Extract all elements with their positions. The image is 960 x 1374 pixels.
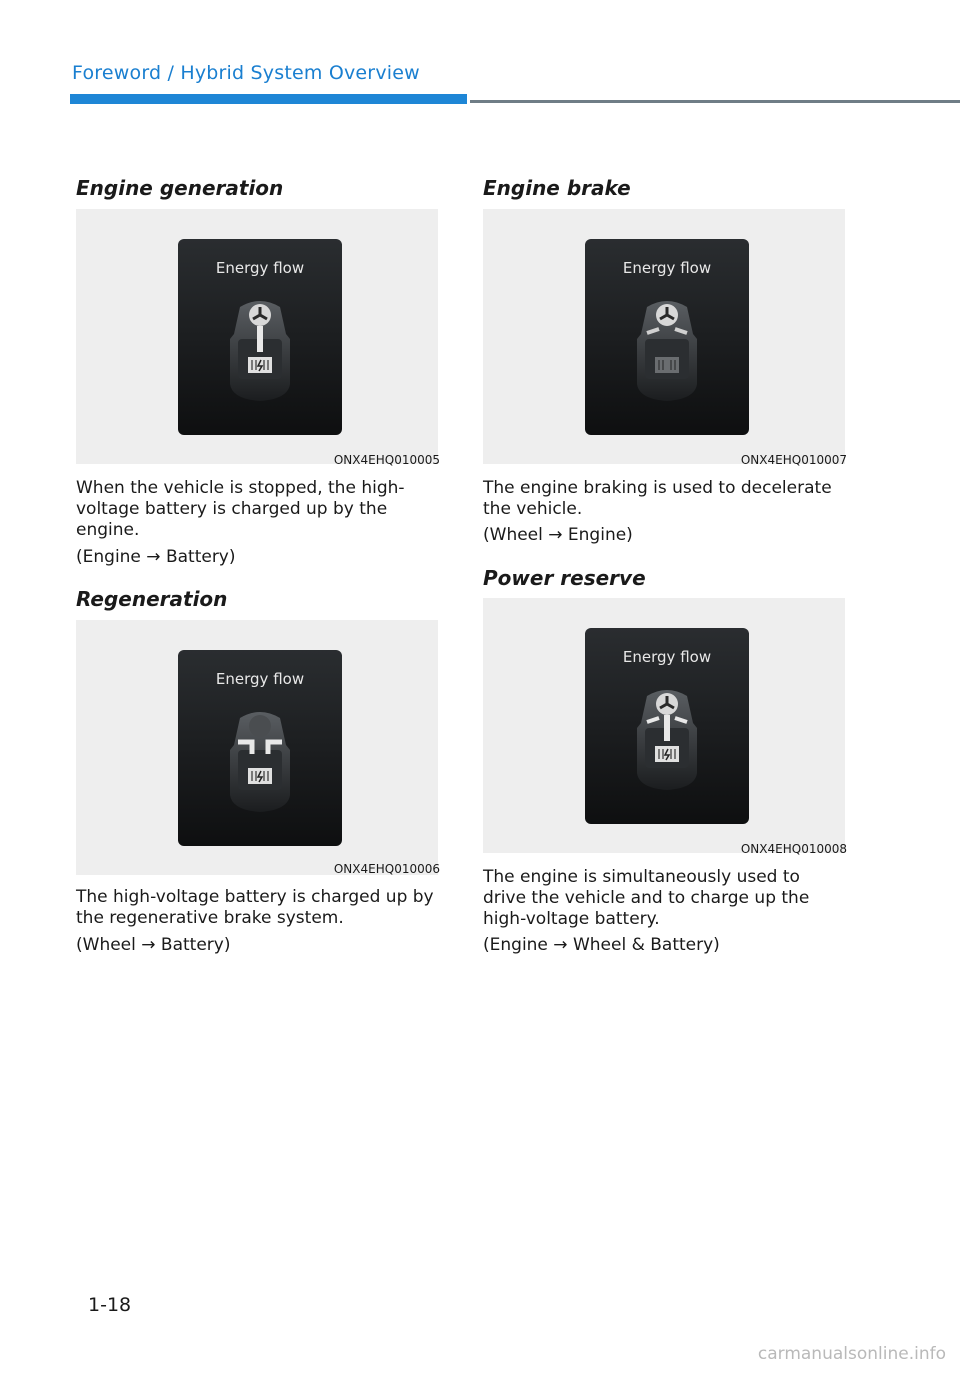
header-rule [470, 100, 960, 103]
figure-code: ONX4EHQ010006 [333, 862, 440, 876]
energy-flow-screen [585, 239, 749, 435]
energy-flow-screen [585, 628, 749, 824]
figure-power-reserve [483, 598, 845, 853]
screen-title: Energy flow [622, 648, 712, 666]
figure-regeneration [76, 620, 438, 875]
screen-title: Energy flow [622, 259, 712, 277]
energy-flow-path: (Wheel → Engine) [483, 525, 633, 545]
figure-code: ONX4EHQ010008 [740, 842, 847, 856]
figure-engine-brake [483, 209, 845, 464]
car-energy-flow-icon [585, 239, 749, 435]
figure-code: ONX4EHQ010007 [740, 453, 847, 467]
energy-flow-path: (Engine → Wheel & Battery) [483, 935, 720, 955]
car-energy-flow-icon [585, 628, 749, 824]
section-title-engine-generation: Engine generation [76, 176, 284, 200]
section-body-text: When the vehicle is stopped, the high-voltage battery is charged up by the engine. [76, 478, 405, 540]
section-title-engine-brake: Engine brake [483, 176, 631, 200]
screen-title: Energy flow [215, 259, 305, 277]
energy-flow-screen [178, 650, 342, 846]
watermark: carmanualsonline.info [757, 1344, 946, 1364]
header-title: Foreword / Hybrid System Overview [72, 62, 420, 84]
section-body-text: The engine braking is used to decelerate the vehicle. [483, 478, 832, 519]
screen-title: Energy flow [215, 670, 305, 688]
figure-engine-generation [76, 209, 438, 464]
section-body-text: The high-voltage battery is charged up by the regenerative brake system. [76, 887, 434, 928]
energy-flow-path: (Wheel → Battery) [76, 935, 231, 955]
header-accent-bar [70, 94, 467, 104]
figure-code: ONX4EHQ010005 [333, 453, 440, 467]
section-title-regeneration: Regeneration [76, 587, 228, 611]
energy-flow-path: (Engine → Battery) [76, 547, 236, 567]
car-energy-flow-icon [178, 239, 342, 435]
section-body-text: The engine is simultaneously used to drive the vehicle and to charge up the high-voltage battery. [483, 867, 810, 929]
section-title-power-reserve: Power reserve [483, 566, 646, 590]
car-energy-flow-icon [178, 650, 342, 846]
energy-flow-screen [178, 239, 342, 435]
page-number: 1-18 [88, 1294, 132, 1316]
